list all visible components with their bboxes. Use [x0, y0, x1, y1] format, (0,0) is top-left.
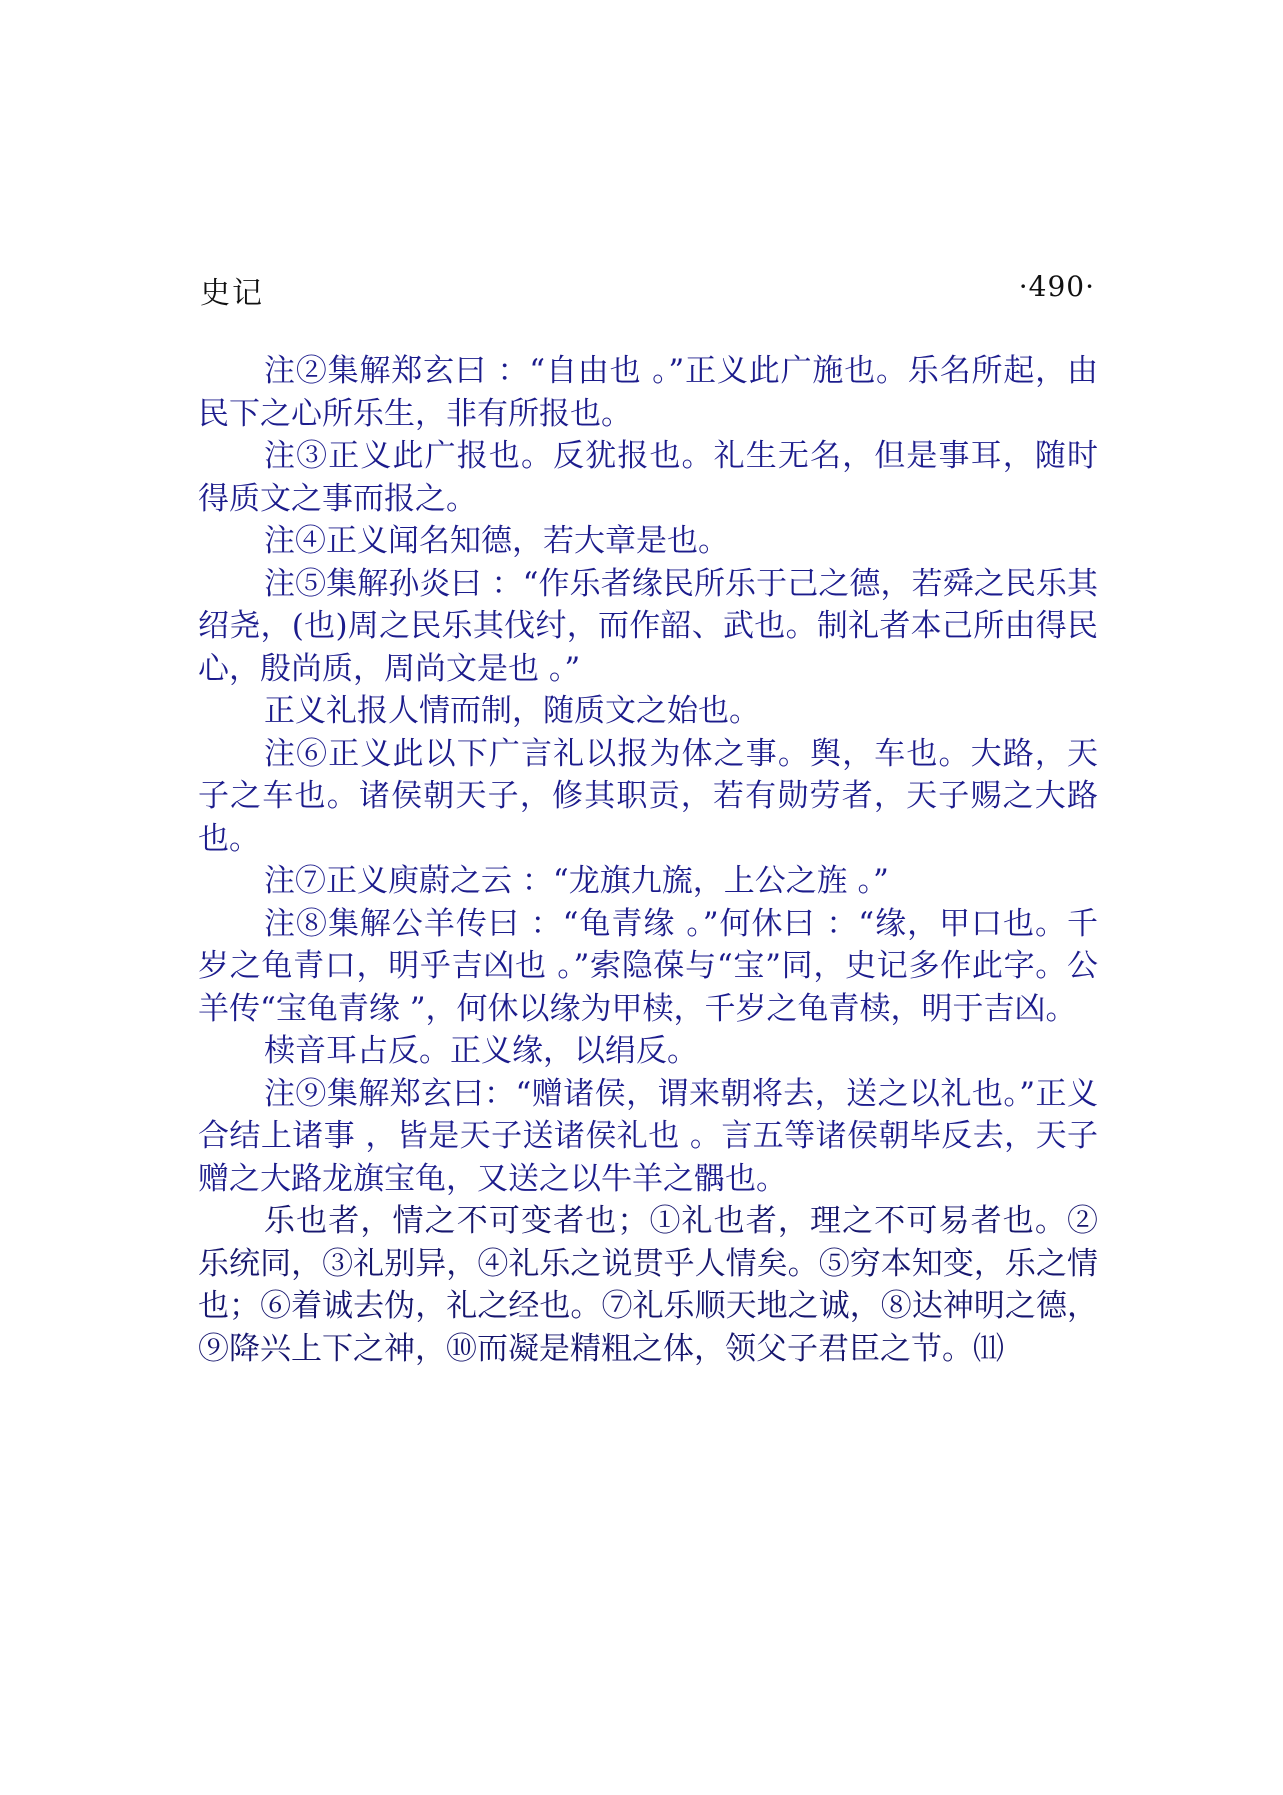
note-paragraph: 注②集解郑玄曰 ：“自由也 。”正义此广施也。乐名所起，由民下之心所乐生，非有所报也。 [198, 353, 1098, 432]
note-paragraph: 注⑥正义此以下广言礼以报为体之事。舆，车也。大路，天子之车也。诸侯朝天子，修其职贡，若有勋劳者，天子赐之大路也。 [198, 735, 1098, 857]
note-paragraph: 椟音耳占反。正义缘，以绢反。 [264, 1033, 698, 1069]
page-header [200, 268, 1095, 311]
note-paragraph: 注③正义此广报也。反犹报也。礼生无名，但是事耳，随时得质文之事而报之。 [198, 438, 1098, 517]
book-title: 史记 [200, 276, 264, 311]
note-paragraph: 注⑤集解孙炎曰 ：“作乐者缘民所乐于己之德，若舜之民乐其绍尧，(也)周之民乐其伐纣，而作韶、武也。制礼者本己所由得民心，殷尚质，周尚文是也 。” [198, 565, 1098, 687]
page-number: ·490· [1018, 270, 1095, 303]
note-paragraph: 正义礼报人情而制，随质文之始也。 [264, 693, 760, 729]
note-paragraph: 注⑧集解公羊传曰 ：“龟青缘 。”何休曰 ：“缘，甲口也。千岁之龟青口，明乎吉凶也 。”索隐葆与“宝”同，史记多作此字。公羊传“宝龟青缘 ”，何休以缘为甲椟，千岁之龟青椟，明于吉凶。 [198, 905, 1098, 1027]
page-body [198, 350, 1098, 1370]
note-paragraph: 注⑨集解郑玄曰：“赠诸侯，谓来朝将去，送之以礼也。”正义合结上诸事 ，皆是天子送诸侯礼也 。言五等诸侯朝毕反去，天子赠之大路龙旗宝龟，又送之以牛羊之髃也。 [198, 1075, 1098, 1197]
main-text-paragraph: 乐也者，情之不可变者也；①礼也者，理之不可易者也。②乐统同，③礼别异，④礼乐之说贯乎人情矣。⑤穷本知变，乐之情也；⑥着诚去伪，礼之经也。⑦礼乐顺天地之诚，⑧达神明之德，⑨降兴上下之神，⑩而凝是精粗之体，领父子君臣之节。⑾ [198, 1203, 1098, 1367]
note-paragraph: 注④正义闻名知德，若大章是也。 [264, 523, 729, 559]
note-paragraph: 注⑦正义庾蔚之云 ：“龙旗九旒，上公之旌 。” [264, 863, 889, 899]
